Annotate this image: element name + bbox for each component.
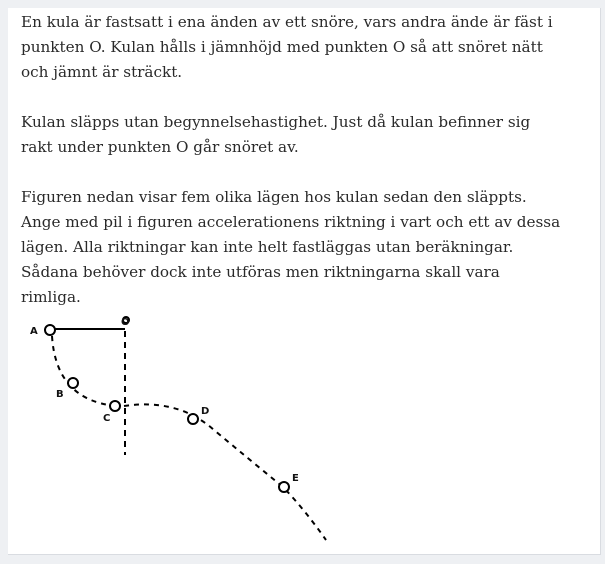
label-b: B <box>56 389 64 400</box>
paragraph-setup: En kula är fastsatt i ena änden av ett snöre, vars andra ände är fäst i punkten O. Kulan hålls i jämnhöjd med punkten O så att snöret nätt och jämnt är sträckt. <box>21 13 553 81</box>
label-a: A <box>30 326 38 337</box>
ball-position-b <box>68 378 78 388</box>
ball-position-a <box>45 325 55 335</box>
ball-position-e <box>279 482 289 492</box>
paragraph-release: Kulan släpps utan begynnelsehastighet. Just då kulan befinner sig rakt under punkten O går snöret av. <box>21 113 531 156</box>
label-d: D <box>201 406 210 417</box>
label-c: C <box>103 413 111 424</box>
label-e: E <box>292 473 299 484</box>
ball-position-c <box>110 401 120 411</box>
label-o: O <box>121 317 130 328</box>
paragraph-task: Figuren nedan visar fem olika lägen hos kulan sedan den släppts. Ange med pil i figuren accelerationens riktning i vart och ett av dessa lägen. Alla riktningar kan inte helt fastläggas utan beräkningar. Sådana behöver dock inte utföras men riktningarna skall vara rimliga. <box>21 188 561 306</box>
ball-position-d <box>188 414 198 424</box>
